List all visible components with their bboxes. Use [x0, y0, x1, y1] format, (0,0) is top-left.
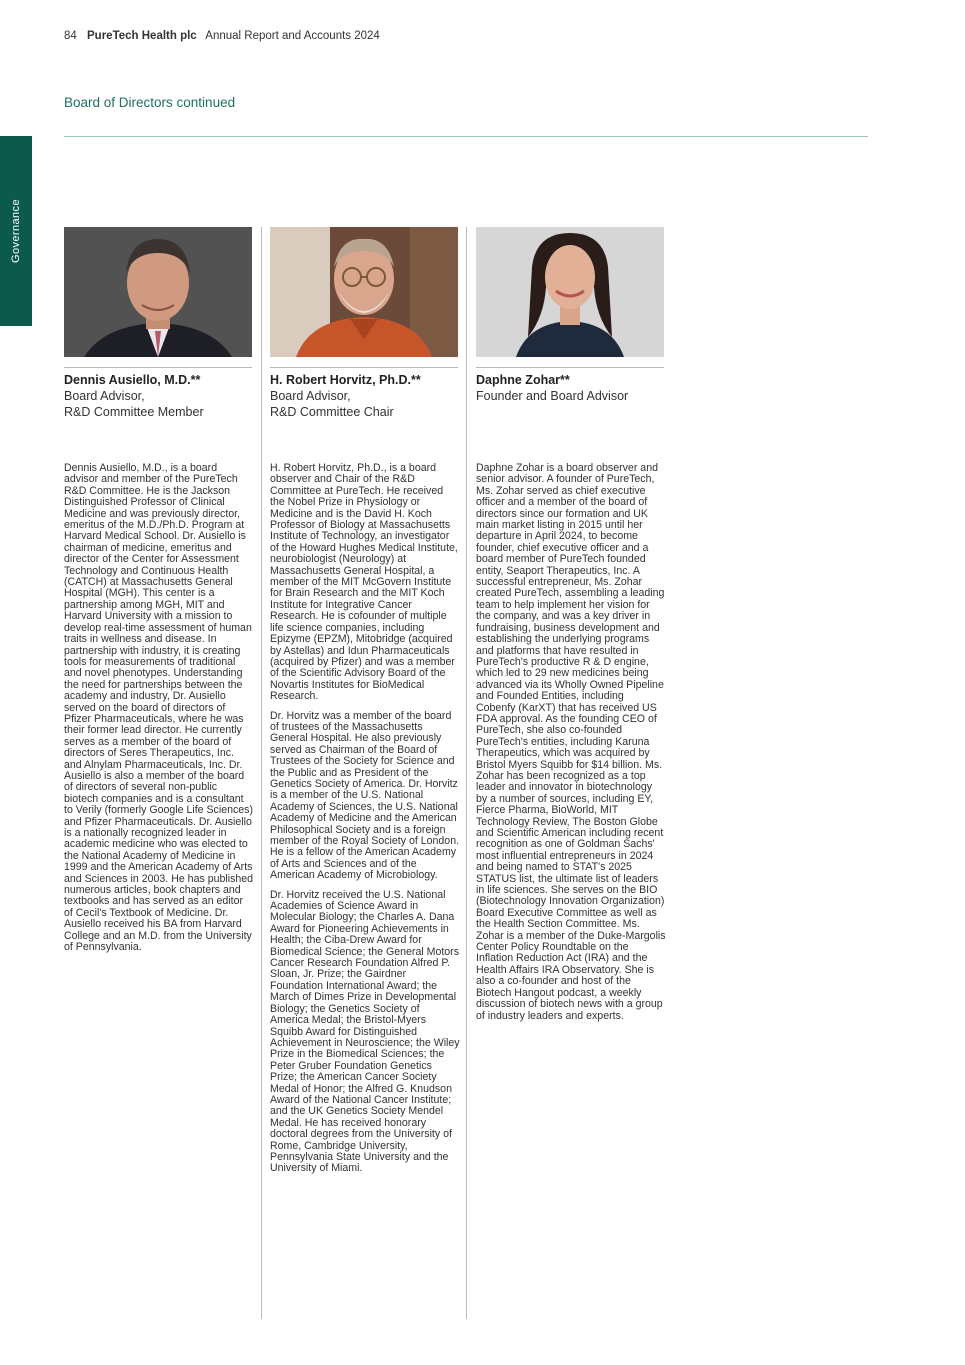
card-rule — [270, 367, 458, 368]
side-tab-governance — [0, 136, 32, 326]
page-header — [64, 30, 380, 42]
director-card-zohar — [476, 227, 666, 1022]
column-divider — [261, 227, 262, 1319]
page-number: 84 — [64, 30, 77, 42]
director-card-horvitz — [270, 227, 460, 1175]
director-role: Founder and Board Advisor — [476, 389, 629, 403]
director-role: R&D Committee Chair — [270, 405, 394, 419]
column-divider — [466, 227, 467, 1319]
card-rule — [476, 367, 664, 368]
director-role: Board Advisor, — [270, 389, 351, 403]
bio-paragraph: Dennis Ausiello, M.D., is a board advisor and member of the PureTech R&D Committee. He is the Jackson Distinguished Professor of Clinical Medicine and was previously director, emeritus of the M.D./Ph.D. Program at Harvard Medical School. Dr. Ausiello is chairman of medicine, emeritus and director of the Center for Assessment Technology and Continuous Health (CATCH) at Massachusetts General Hospital (MGH). This center is a partnership among MGH, MIT and Harvard University with a mission to develop real-time assessment of human traits in wellness and disease. In partnership with industry, it is creating tools for measurements of traditional and novel phenotypes. Understanding the need for partnerships between the academy and industry, Dr. Ausiello served on the board of directors of Pfizer Pharmaceuticals, where he was their former lead director. He currently serves as a member of the board of directors of Seres Therapeutics, Inc. and Alnylam Pharmaceuticals, Inc. Dr. Ausiello is also a member of the board of directors of several non-public biotech companies and is a consultant to Verily (formerly Google Life Sciences) and Pfizer Pharmaceuticals. Dr. Ausiello is a nationally recognized leader in academic medicine who was elected to the National Academy of Medicine in 1999 and the American Academy of Arts and Sciences in 2003. He has published numerous articles, book chapters and textbooks and has served as an editor of Cecil's Textbook of Medicine. Dr. Ausiello received his BA from Harvard College and an M.D. from the University of Pennsylvania. — [64, 462, 254, 954]
director-photo — [270, 227, 458, 357]
director-role: R&D Committee Member — [64, 405, 204, 419]
director-bio — [476, 463, 666, 1030]
director-role: Board Advisor, — [64, 389, 145, 403]
director-name: H. Robert Horvitz, Ph.D.** — [270, 373, 421, 387]
director-bio — [64, 463, 254, 961]
director-card-ausiello — [64, 227, 254, 954]
card-rule — [64, 367, 252, 368]
section-title: Board of Directors continued — [64, 95, 236, 110]
director-name: Daphne Zohar** — [476, 373, 570, 387]
director-photo — [476, 227, 664, 357]
bio-paragraph: H. Robert Horvitz, Ph.D., is a board observer and Chair of the R&D Committee at PureTech. He received the Nobel Prize in Physiology or Medicine and is the David H. Koch Professor of Biology at Massachusetts Institute of Technology, an investigator of the Howard Hughes Medical Institute, neurobiologist (Neurology) at Massachusetts General Hospital, a member of the MIT McGovern Institute for Brain Research and the MIT Koch Institute for Integrative Cancer Research. He is cofounder of multiple life science companies, including Epizyme (EPZM), Mitobridge (acquired by Astellas) and Idun Pharmaceuticals (acquired by Pfizer) and was a member of the Scientific Advisory Board of the Novartis Institutes for BioMedical Research. — [270, 462, 458, 703]
director-name: Dennis Ausiello, M.D.** — [64, 373, 201, 387]
side-tab-label: Governance — [10, 199, 22, 263]
company-name: PureTech Health plc — [87, 30, 197, 42]
bio-paragraph: Dr. Horvitz received the U.S. National Academies of Science Award in Molecular Biology; the Charles A. Dana Award for Pioneering Achievements in Health; the Ciba-Drew Award for Biomedical Science; the General Motors Cancer Research Foundation Alfred P. Sloan, Jr. Prize; the Gairdner Foundation International Award; the March of Dimes Prize in Developmental Biology; the Genetics Society of America Medal; the Bristol-Myers Squibb Award for Distinguished Achievement in Neuroscience; the Wiley Prize in the Biomedical Sciences; the Peter Gruber Foundation Genetics Prize; the American Cancer Society Medal of Honor; the Alfred G. Knudson Award of the National Cancer Institute; and the UK Genetics Society Mendel Medal. He has received honorary doctoral degrees from the University of Rome, Cambridge University, Pennsylvania State University and the University of Miami. — [270, 888, 460, 1175]
director-bio — [270, 463, 460, 1183]
section-rule — [64, 136, 868, 137]
bio-paragraph: Daphne Zohar is a board observer and senior advisor. A founder of PureTech, Ms. Zohar served as chief executive officer and a member of the board of directors since our formation and UK main market listing in 2015 until her departure in April 2024, to become founder, chief executive officer and a board member of PureTech founded entity, Seaport Therapeutics, Inc. A successful entrepreneur, Ms. Zohar created PureTech, assembling a leading team to help implement her vision for the company, and was a key driver in fundraising, business development and establishing the underlying programs and platforms that have resulted in PureTech's productive R & D engine, which led to 29 new medicines being advanced via its Wholly Owned Pipeline and Founded Entities, including Cobenfy (KarXT) that has received US FDA approval. As the founding CEO of PureTech, she also co-founded PureTech's entities, including Karuna Therapeutics, which was acquired by Bristol Myers Squibb for $14 billion. Ms. Zohar has been recognized as a top leader and innovator in biotechnology by a number of sources, including EY, Fierce Pharma, BioWorld, MIT Technology Review, The Boston Globe and Scientific American including recent recognition as one of Goldman Sachs' most influential entrepreneurs in 2024 and being named to STAT's 2025 STATUS list, the ultimate list of leaders in life sciences. She serves on the BIO (Biotechnology Innovation Organization) Board Executive Committee as well as the Health Section Committee. Ms. Zohar is a member of the Duke-Margolis Center Policy Roundtable on the Inflation Reduction Act (IRA) and the Health Affairs IRA Observatory. She is also a co-founder and host of the Biotech Hangout podcast, a weekly discussion of biotech news with a group of industry leaders and experts. — [476, 462, 666, 1022]
director-photo — [64, 227, 252, 357]
bio-paragraph: Dr. Horvitz was a member of the board of trustees of the Massachusetts General Hospital. He also previously served as Chairman of the Board of Trustees of the Society for Science and the Public and as President of the Genetics Society of America. Dr. Horvitz is a member of the U.S. National Academy of Sciences, the U.S. National Academy of Medicine and the American Philosophical Society and is a foreign member of the Royal Society of London. He is a fellow of the American Academy of Arts and Sciences and of the American Academy of Microbiology. — [270, 709, 460, 882]
document-title: Annual Report and Accounts 2024 — [205, 30, 380, 42]
